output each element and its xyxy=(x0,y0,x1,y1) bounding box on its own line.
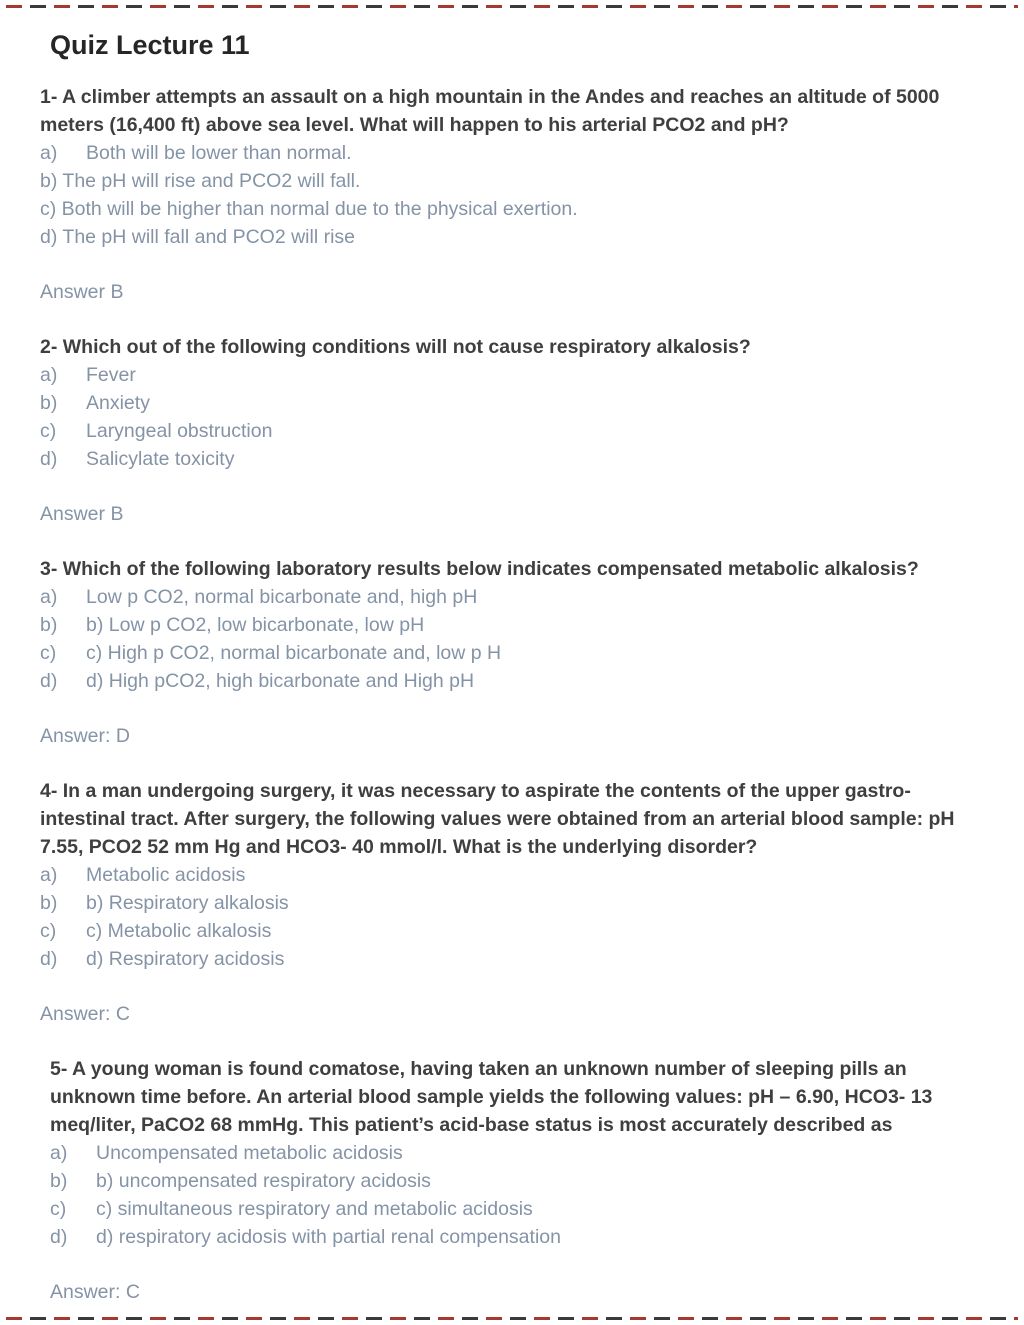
option-line xyxy=(40,639,984,667)
option-text: Low p CO2, normal bicarbonate and, high pH xyxy=(86,586,478,608)
question-stem: 3- Which of the following laboratory results below indicates compensated metabolic alkalosis? xyxy=(40,558,919,580)
option-line xyxy=(50,1195,984,1223)
option-label: a) xyxy=(50,1142,68,1164)
page-title: Quiz Lecture 11 xyxy=(50,30,250,60)
option-label: c) xyxy=(40,642,57,664)
option-line xyxy=(40,389,984,417)
answer-text: Answer: C xyxy=(40,1003,130,1025)
option-text: d) Respiratory acidosis xyxy=(86,948,285,970)
option-line xyxy=(40,667,984,695)
option-text: Salicylate toxicity xyxy=(86,448,235,470)
option-text: d) The pH will fall and PCO2 will rise xyxy=(40,226,355,248)
question-2 xyxy=(40,333,984,528)
option-text: b) The pH will rise and PCO2 will fall. xyxy=(40,170,361,192)
option-line xyxy=(40,861,984,889)
option-label: b) xyxy=(50,1170,68,1192)
option-line xyxy=(40,917,984,945)
question-3 xyxy=(40,555,984,750)
answer-text: Answer B xyxy=(40,503,124,525)
option-text: b) Respiratory alkalosis xyxy=(86,892,289,914)
option-line xyxy=(40,889,984,917)
option-line xyxy=(40,583,984,611)
question-1 xyxy=(40,83,984,306)
option-text: b) Low p CO2, low bicarbonate, low pH xyxy=(86,614,425,636)
option-label: c) xyxy=(50,1198,67,1220)
answer-text: Answer: D xyxy=(40,725,130,747)
option-line xyxy=(40,945,984,973)
option-text: Fever xyxy=(86,364,136,386)
option-line xyxy=(40,417,984,445)
option-label: c) xyxy=(40,420,57,442)
option-line xyxy=(50,1167,984,1195)
option-line xyxy=(40,611,984,639)
option-line xyxy=(40,167,984,195)
option-text: Anxiety xyxy=(86,392,150,414)
option-label: b) xyxy=(40,392,58,414)
option-label: d) xyxy=(40,670,58,692)
question-4 xyxy=(40,777,984,1028)
option-line xyxy=(40,361,984,389)
question-stem: 1- A climber attempts an assault on a high mountain in the Andes and reaches an altitude of 5000 meters (16,400 ft) above sea level. What will happen to his arterial PCO2 and pH? xyxy=(40,86,940,136)
option-label: b) xyxy=(40,892,58,914)
option-text: c) Both will be higher than normal due to the physical exertion. xyxy=(40,198,578,220)
option-text: d) High pCO2, high bicarbonate and High pH xyxy=(86,670,475,692)
option-line xyxy=(40,223,984,251)
option-line xyxy=(50,1139,984,1167)
option-text: c) Metabolic alkalosis xyxy=(86,920,272,942)
option-label: a) xyxy=(40,364,58,386)
option-line xyxy=(40,139,984,167)
option-label: d) xyxy=(40,448,58,470)
option-text: b) uncompensated respiratory acidosis xyxy=(96,1170,431,1192)
option-text: Laryngeal obstruction xyxy=(86,420,273,442)
option-label: a) xyxy=(40,864,58,886)
option-label: c) xyxy=(40,920,57,942)
option-label: d) xyxy=(40,948,58,970)
answer-text: Answer: C xyxy=(50,1281,140,1303)
option-text: Both will be lower than normal. xyxy=(86,142,352,164)
option-line xyxy=(40,445,984,473)
option-label: a) xyxy=(40,142,58,164)
option-text: Metabolic acidosis xyxy=(86,864,246,886)
option-text: d) respiratory acidosis with partial renal compensation xyxy=(96,1226,561,1248)
option-text: c) High p CO2, normal bicarbonate and, low p H xyxy=(86,642,502,664)
option-label: a) xyxy=(40,586,58,608)
option-text: Uncompensated metabolic acidosis xyxy=(96,1142,403,1164)
question-5 xyxy=(40,1055,984,1306)
option-label: d) xyxy=(50,1226,68,1248)
option-line xyxy=(50,1223,984,1251)
top-dashed-border xyxy=(6,5,1018,8)
option-text: c) simultaneous respiratory and metabolic acidosis xyxy=(96,1198,533,1220)
question-stem: 5- A young woman is found comatose, having taken an unknown number of sleeping pills an unknown time before. An arterial blood sample yields the following values: pH – 6.90, HCO3- 13 meq/liter, PaCO2 68 mmHg. This patient’s acid-base status is most accurately described as xyxy=(50,1058,933,1136)
question-stem: 2- Which out of the following conditions will not cause respiratory alkalosis? xyxy=(40,336,751,358)
bottom-dashed-border xyxy=(6,1317,1018,1320)
option-line xyxy=(40,195,984,223)
question-stem: 4- In a man undergoing surgery, it was necessary to aspirate the contents of the upper gastro-intestinal tract. After surgery, the following values were obtained from an arterial blood sample: pH 7.55, PCO2 52 mm Hg and HCO3- 40 mmol/l. What is the underlying disorder? xyxy=(40,780,955,858)
option-label: b) xyxy=(40,614,58,636)
answer-text: Answer B xyxy=(40,281,124,303)
